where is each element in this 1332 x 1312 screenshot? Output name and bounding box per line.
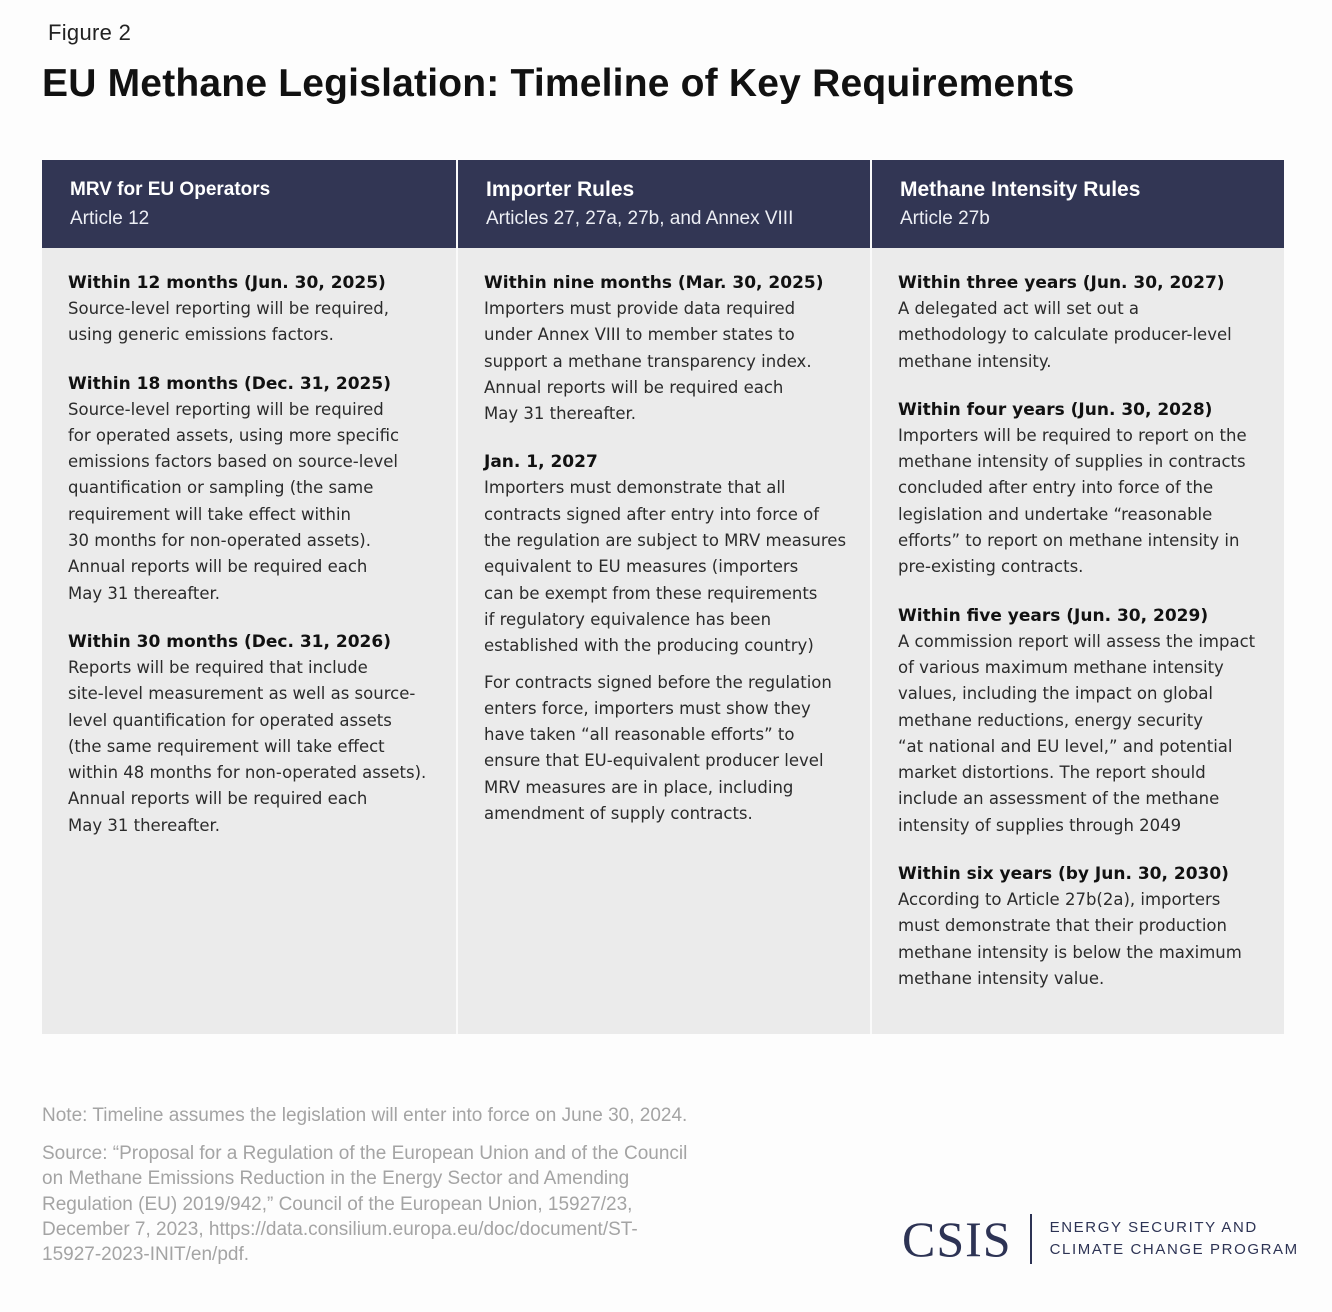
column-body (458, 248, 870, 1034)
entry-title: Within four years (Jun. 30, 2028) (898, 399, 1213, 420)
entry-title: Within three years (Jun. 30, 2027) (898, 273, 1225, 293)
timeline-table (42, 160, 1284, 1034)
timeline-entry (68, 629, 442, 839)
entry-title: Within nine months (Mar. 30, 2025) (484, 273, 824, 293)
timeline-entry (898, 270, 1270, 375)
entry-text: Reports will be required that include site-level measurement as well as source- level quantification for operated assets (the same requirement will take effect within 48 months for non-operated assets). Annual reports will be required each May 31 thereafter. (68, 657, 427, 835)
column-importer (456, 160, 870, 1034)
entry-text: Source-level reporting will be required for operated assets, using more specific emissions factors based on source-level quantification or sampling (the same requirement will take effect within 30 months for non-operated assets). Annual reports will be required each May 31 thereafter. (68, 399, 400, 603)
column-subtitle: Articles 27, 27a, 27b, and Annex VIII (486, 208, 794, 229)
entry-text-extra: For contracts signed before the regulation enters force, importers must show they have taken “all reasonable efforts” to ensure that EU-equivalent producer level MRV measures are in place, including amendment of supply contracts. (484, 672, 832, 824)
column-intensity (870, 160, 1284, 1034)
entry-text: A delegated act will set out a methodology to calculate producer-level methane intensity. (898, 299, 1232, 371)
column-header (458, 160, 870, 248)
entry-title: Within 12 months (Jun. 30, 2025) (68, 273, 386, 293)
page-title: EU Methane Legislation: Timeline of Key Requirements (42, 62, 1075, 105)
timeline-entry (484, 449, 856, 827)
entry-text: Source-level reporting will be required, using generic emissions factors. (68, 299, 390, 345)
column-mrv (42, 160, 456, 1034)
timeline-entry (898, 397, 1270, 581)
column-subtitle: Article 12 (70, 208, 150, 229)
figure-label: Figure 2 (48, 20, 132, 45)
column-body (42, 248, 456, 1034)
entry-text: According to Article 27b(2a), importers must demonstrate that their production methane intensity is below the maximum methane intensity value. (898, 890, 1242, 988)
entry-title: Jan. 1, 2027 (484, 452, 598, 473)
timeline-entry (68, 371, 442, 607)
logo-divider (1030, 1214, 1032, 1264)
note: Note: Timeline assumes the legislation will enter into force on June 30, 2024. (42, 1105, 688, 1126)
column-subtitle: Article 27b (900, 208, 990, 229)
column-title: Methane Intensity Rules (900, 178, 1141, 201)
timeline-entry (898, 603, 1270, 839)
entry-title: Within 18 months (Dec. 31, 2025) (68, 373, 391, 394)
logo-program-name: ENERGY SECURITY AND CLIMATE CHANGE PROGRAM (1049, 1219, 1299, 1258)
entry-title: Within five years (Jun. 30, 2029) (898, 605, 1209, 626)
entry-text: Importers must provide data required under Annex VIII to member states to support a methane transparency index. Annual reports will be required each May 31 thereafter. (484, 299, 812, 424)
entry-title: Within 30 months (Dec. 31, 2026) (68, 631, 391, 652)
timeline-entry (484, 270, 856, 427)
entry-text: Importers will be required to report on the methane intensity of supplies in contracts concluded after entry into force of the legislation and undertake “reasonable efforts” to report on methane intensity in pre-existing contracts. (898, 425, 1247, 577)
entry-text: A commission report will assess the impact of various maximum methane intensity values, including the impact on global methane reductions, energy security “at national and EU level,” and potential market distortions. The report should include an assessment of the methane intensity of supplies through 2049 (898, 631, 1256, 835)
entry-text: Importers must demonstrate that all contracts signed after entry into force of the regulation are subject to MRV measures equivalent to EU measures (importers can be exempt from these requirements if regulatory equivalence has been established with the producing country) (484, 478, 847, 656)
column-header (42, 160, 456, 248)
column-title: Importer Rules (486, 178, 635, 201)
column-body (872, 248, 1284, 1034)
timeline-entry (68, 270, 442, 349)
timeline-entry (898, 861, 1270, 992)
logo-mark: CSIS (902, 1211, 1012, 1267)
entry-title: Within six years (by Jun. 30, 2030) (898, 864, 1229, 885)
source-citation: Source: “Proposal for a Regulation of the European Union and of the Council on Methane Emissions Reduction in the Energy Sector and Amending Regulation (EU) 2019/942,” Council of the European Union, 15927/23, December 7, 2023, https://data.consilium.europa.eu/doc/document/ST- 15927-2023-INIT/en/pdf. (42, 1143, 688, 1266)
column-title: MRV for EU Operators (70, 179, 271, 200)
csis-logo (902, 1212, 1299, 1266)
column-header (872, 160, 1284, 248)
